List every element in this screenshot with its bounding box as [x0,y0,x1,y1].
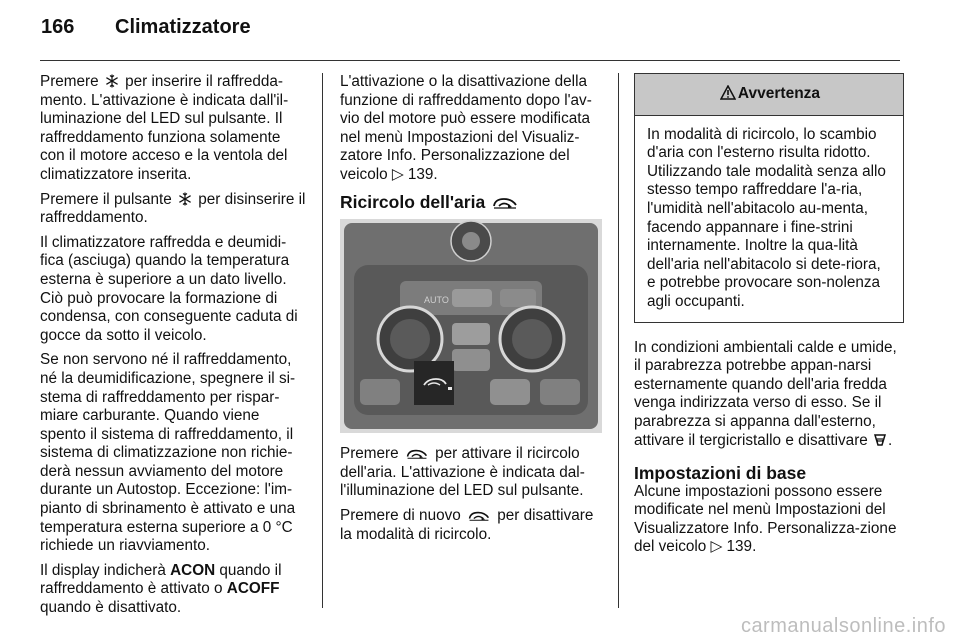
page-number: 166 [41,16,75,38]
text: per inserire il raffredda-mento. L'attivazione è indicata dall'il-luminazione del LED sul pulsante. Il raffreddamento funziona solamente con il motore acceso e la ventola del climatizzatore inserita. [40,73,289,183]
paragraph [340,73,602,185]
text: Premere il pulsante [40,190,172,208]
text: Alcune impostazioni possono essere modificate nel menù Impostazioni del Visualizzatore Info. Personalizza-zione del veicolo [634,482,897,556]
recirculation-icon [492,196,518,210]
text: Il display indicherà [40,561,166,579]
heading-text: Ricircolo dell'aria [340,191,486,212]
text: per attivare il ricircolo dell'aria. L'attivazione è indicata dal-l'illuminazione del LED sul pulsante. [340,445,585,500]
auto-button-label: AUTO [424,295,449,306]
paragraph: Se non servono né il raffreddamento, né la deumidificazione, spegnere il si-stema di raffreddamento per rispar-miare carburante. Quando viene spento il sistema di raffreddamento, il sistema di climatizzazione non richie-derà nessun avviamento del motore durante un Autostop. Eccezione: l'im-pianto di sbrinamento è attivato e una temperatura esterna superiore a 0 °C richiede un riavviamento. [40,351,296,555]
warning-header [635,74,903,116]
warning-body: In modalità di ricircolo, lo scambio d'aria con l'esterno risulta ridotto. Utilizzando tale modalità senza allo stesso tempo raffreddare l'a-ria, l'umidità nell'abitacolo au-menta, facendo appannare i fine-strini internamente. Inoltre la qua-lità dell'aria nell'abitacolo si dete-riora, e potrebbe provocare son-nolenza agli occupanti. [647,125,886,310]
text: per disattivare la modalità di ricircolo. [340,506,594,543]
column-middle [340,73,602,550]
paragraph [40,562,308,618]
watermark: carmanualsonline.info [740,615,946,637]
windscreen-airflow-icon [874,434,886,447]
text: Premere di nuovo [340,506,461,524]
paragraph [40,191,308,228]
text: L'attivazione o la disattivazione della funzione di raffreddamento dopo l'av-vio del motore può essere modificata nel menù Impostazioni del Visualiz-zatore Info. Personalizzazione del veicolo [340,73,592,183]
text: quando il raffreddamento è attivato o [40,561,282,598]
display-code-acon: ACON [170,561,216,579]
page-title: Climatizzatore [115,16,251,38]
snowflake-icon [105,74,119,88]
page-reference-arrow-icon: ▷ [710,538,723,556]
paragraph [634,339,904,451]
text: per disinserire il raffreddamento. [40,190,306,227]
text: Premere [340,445,399,463]
text: Premere [40,73,99,90]
column-divider [322,73,323,608]
column-divider [618,73,619,608]
warning-box [634,73,904,323]
paragraph [634,483,904,557]
paragraph [40,73,308,185]
column-right [634,73,904,563]
snowflake-icon [178,192,192,206]
header-rule [40,60,900,61]
warning-title: Avvertenza [737,85,821,102]
section-heading-recirculation [340,193,602,212]
page-reference-arrow-icon: ▷ [391,165,404,183]
text: . [888,431,893,449]
text: quando è disattivato. [40,599,182,617]
display-code-acoff: ACOFF [226,580,280,598]
section-heading-basic-settings: Impostazioni di base [634,463,807,484]
recirculation-icon [405,448,429,460]
warning-triangle-icon [720,85,736,100]
recirculation-icon [467,510,491,522]
climate-control-panel-image [340,219,602,433]
column-left [40,73,308,624]
page-reference[interactable]: 139. [726,538,757,556]
paragraph [340,445,602,501]
text: In condizioni ambientali calde e umide, il parabrezza potrebbe appan-narsi esternamente quando dell'aria fredda venga indirizzata verso di esso. Se il parabrezza si appanna dall'esterno, attivare il tergicristallo e disattivare [634,338,897,449]
paragraph [340,507,602,544]
paragraph: Il climatizzatore raffredda e deumidi-fica (asciuga) quando la temperatura esterna è superiore a un dato livello. Ciò può provocare la formazione di condensa, con conseguente caduta di gocce da sotto il veicolo. [40,233,298,344]
page-reference[interactable]: 139. [407,165,438,183]
